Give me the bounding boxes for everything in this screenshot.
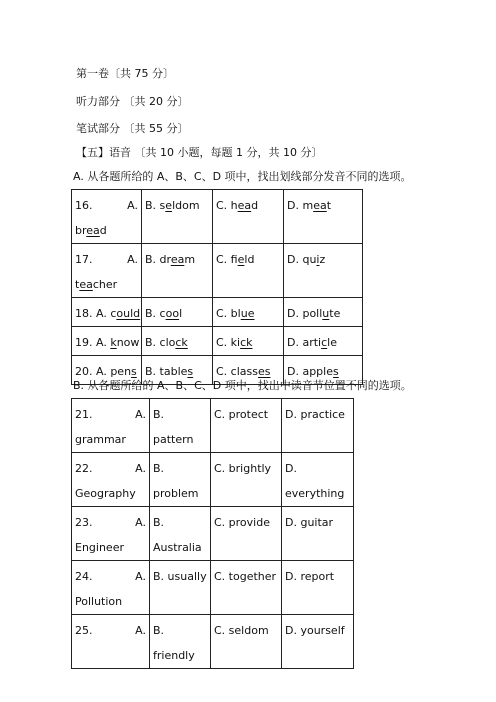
cell-19-a: 19. A. know [72,327,142,356]
table-a [71,189,363,385]
cell-25-c: C. seldom [211,615,282,669]
cell-16-c: C. head [213,190,284,244]
listening-title: 听力部分 〔共 20 分〕 [76,95,189,108]
cell-23-a: 23. A. Engineer [72,507,150,561]
table-row [72,507,354,561]
cell-17-b: B. dream [142,244,213,298]
cell-22-a: 22. A. Geography [72,453,150,507]
cell-21-b: B. pattern [150,399,211,453]
cell-20-a: 20. A. pens [72,356,142,385]
cell-18-b: B. cool [142,298,213,327]
cell-25-d: D. yourself [282,615,354,669]
section-title: 【五】语音 〔共 10 小题，每题 1 分，共 10 分〕 [76,146,323,159]
table-row [72,399,354,453]
table-b [71,398,354,669]
cell-20-d: D. apples [284,356,363,385]
cell-23-d: D. guitar [282,507,354,561]
cell-23-b: B. Australia [150,507,211,561]
part-a-instruction: A. 从各题所给的 A、B、C、D 项中，找出划线部分发音不同的选项。 [73,170,412,183]
cell-16-a: 16. A. bread [72,190,142,244]
cell-19-b: B. clock [142,327,213,356]
cell-21-a: 21. A. grammar [72,399,150,453]
table-row [72,244,363,298]
table-row [72,453,354,507]
cell-18-c: C. blue [213,298,284,327]
cell-20-b: B. tables [142,356,213,385]
cell-20-c: C. classes [213,356,284,385]
cell-24-b: B. usually [150,561,211,615]
cell-16-d: D. meat [284,190,363,244]
table-row [72,298,363,327]
cell-22-b: B. problem [150,453,211,507]
table-row [72,615,354,669]
cell-18-d: D. pollute [284,298,363,327]
table-row [72,561,354,615]
cell-25-b: B. friendly [150,615,211,669]
cell-19-d: D. article [284,327,363,356]
volume-title: 第一卷〔共 75 分〕 [76,67,174,80]
cell-21-c: C. protect [211,399,282,453]
cell-17-a: 17. A. teacher [72,244,142,298]
cell-24-c: C. together [211,561,282,615]
cell-24-a: 24. A. Pollution [72,561,150,615]
cell-24-d: D. report [282,561,354,615]
cell-18-a: 18. A. could [72,298,142,327]
cell-25-a: 25. A. [72,615,150,669]
cell-22-d: D. everything [282,453,354,507]
part-b-instruction: B. 从各题所给的 A、B、C、D 项中，找出中读音节位置不同的选项。 [73,379,412,392]
table-row [72,327,363,356]
cell-19-c: C. kick [213,327,284,356]
cell-21-d: D. practice [282,399,354,453]
cell-22-c: C. brightly [211,453,282,507]
written-title: 笔试部分 〔共 55 分〕 [76,122,189,135]
table-row [72,190,363,244]
cell-17-d: D. quiz [284,244,363,298]
cell-17-c: C. field [213,244,284,298]
cell-16-b: B. seldom [142,190,213,244]
cell-23-c: C. provide [211,507,282,561]
